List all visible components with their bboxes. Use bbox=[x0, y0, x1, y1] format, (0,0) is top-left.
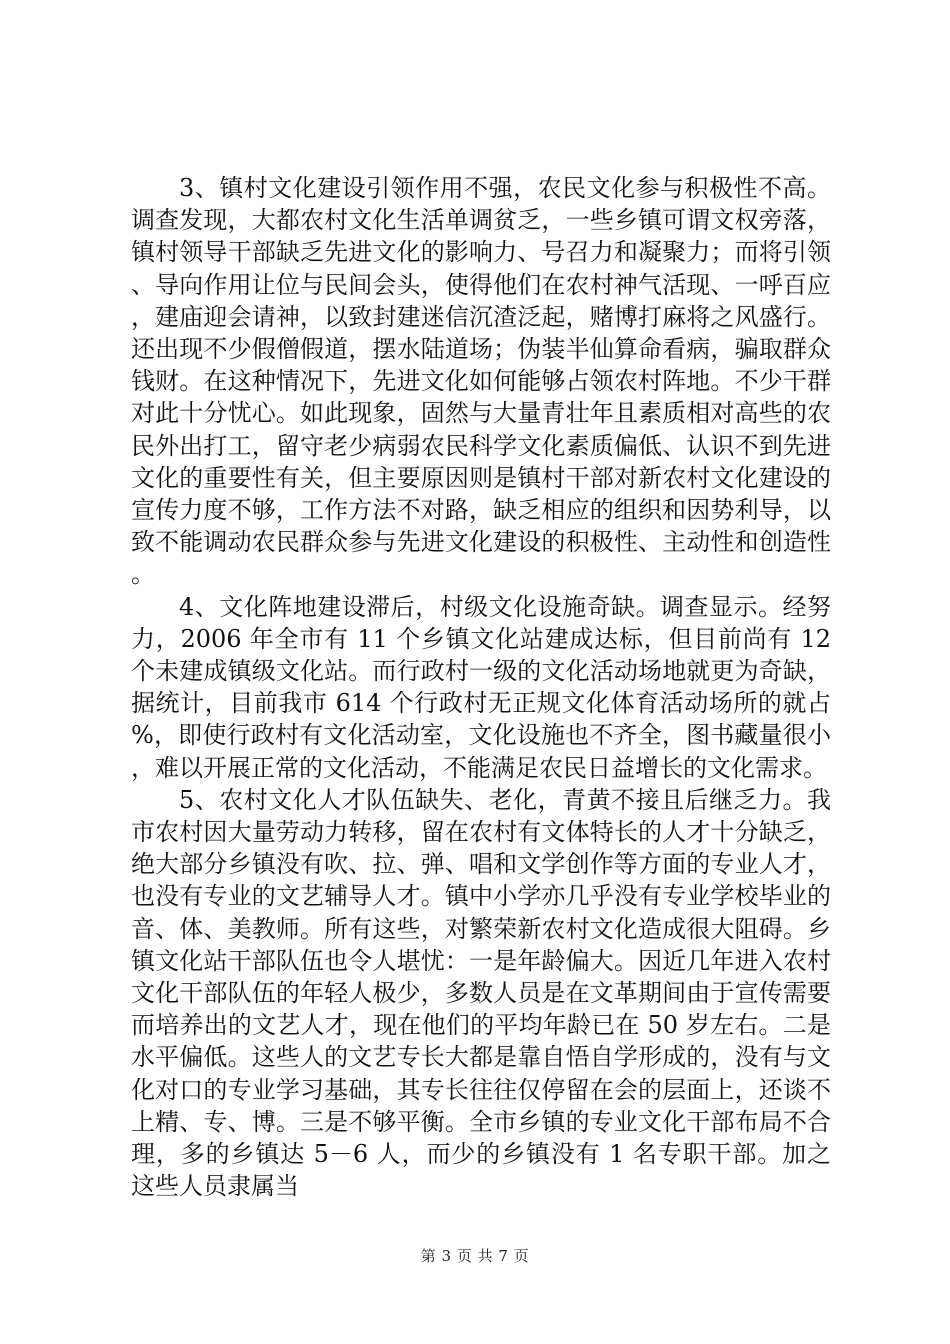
page-number-footer: 第 3 页 共 7 页 bbox=[420, 1247, 530, 1265]
document-body bbox=[131, 172, 831, 1203]
paragraph-4: 4、文化阵地建设滞后，村级文化设施奇缺。调查显示。经努力，2006 年全市有 11 个乡镇文化站建成达标，但目前尚有 12 个未建成镇级文化站。而行政村一级的文化活动场地就更为奇缺，据统计，目前我市 614 个行政村无正规文化体育活动场所的就占%，即使行政村有文化活动室，文化设施也不齐全，图书藏量很小，难以开展正常的文化活动，不能满足农民日益增长的文化需求。 bbox=[131, 592, 831, 782]
paragraph-5: 5、农村文化人才队伍缺失、老化，青黄不接且后继乏力。我市农村因大量劳动力转移，留在农村有文体特长的人才十分缺乏，绝大部分乡镇没有吹、拉、弹、唱和文学创作等方面的专业人才，也没有专业的文艺辅导人才。镇中小学亦几乎没有专业学校毕业的音、体、美教师。所有这些，对繁荣新农村文化造成很大阻碍。乡镇文化站干部队伍也令人堪忧：一是年龄偏大。因近几年进入农村文化干部队伍的年轻人极少，多数人员是在文革期间由于宣传需要而培养出的文艺人才，现在他们的平均年龄已在 50 岁左右。二是水平偏低。这些人的文艺专长大都是靠自悟自学形成的，没有与文化对口的专业学习基础，其专长往往仅停留在会的层面上，还谈不上精、专、博。三是不够平衡。全市乡镇的专业文化干部布局不合理，多的乡镇达 5－6 人，而少的乡镇没有 1 名专职干部。加之这些人员隶属当 bbox=[131, 785, 831, 1201]
paragraph-3: 3、镇村文化建设引领作用不强，农民文化参与积极性不高。调查发现，大都农村文化生活单调贫乏，一些乡镇可谓文权旁落，镇村领导干部缺乏先进文化的影响力、号召力和凝聚力；而将引领、导向作用让位与民间会头，使得他们在农村神气活现、一呼百应，建庙迎会请神，以致封建迷信沉渣泛起，赌博打麻将之风盛行。还出现不少假僧假道，摆水陆道场；伪装半仙算命看病，骗取群众钱财。在这种情况下，先进文化如何能够占领农村阵地。不少干群对此十分忧心。如此现象，固然与大量青壮年且素质相对高些的农民外出打工，留守老少病弱农民科学文化素质偏低、认识不到先进文化的重要性有关，但主要原因则是镇村干部对新农村文化建设的宣传力度不够，工作方法不对路，缺乏相应的组织和因势利导，以致不能调动农民群众参与先进文化建设的积极性、主动性和创造性。 bbox=[131, 174, 831, 589]
